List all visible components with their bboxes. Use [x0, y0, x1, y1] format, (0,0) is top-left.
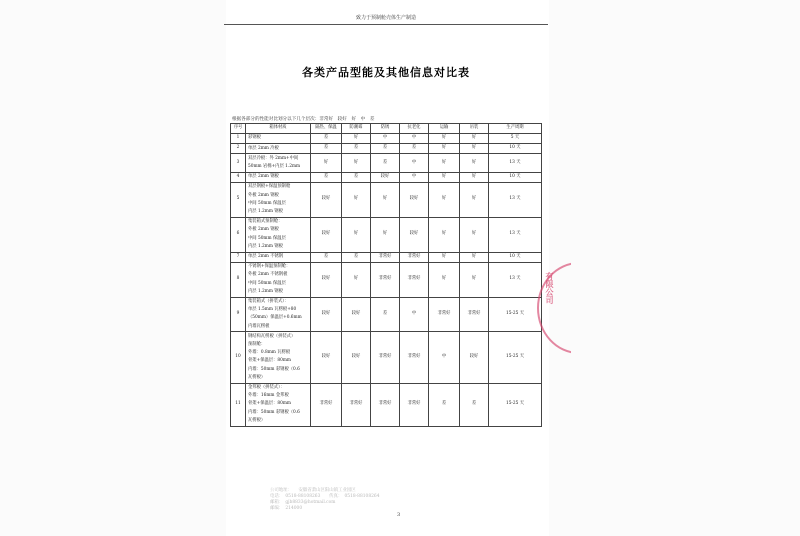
- rating-cell: 非常好: [400, 332, 429, 383]
- rating-cell: 好: [311, 154, 342, 172]
- table-header-row: [231, 124, 542, 134]
- rating-cell: 差: [311, 172, 342, 182]
- table-row: [231, 172, 542, 182]
- material-line: 外墙：0.8mm 瓦楞板: [248, 350, 291, 356]
- row-number: 5: [231, 182, 246, 217]
- material-line: 骨架+保温层：80mm: [248, 401, 291, 407]
- rating-cell: 好: [460, 134, 489, 144]
- rating-cell: 差: [460, 383, 489, 426]
- footer-phone: 电话： 0518-88108263 传真： 0518-88108264: [270, 494, 380, 499]
- material-line: 外板 2mm 钢板: [248, 227, 279, 233]
- material-cell: [246, 262, 311, 297]
- rating-cell: 好: [429, 134, 460, 144]
- material-line: 内层 1.2mm 钢板: [248, 243, 283, 249]
- production-period-cell: 13 天: [489, 182, 542, 217]
- material-cell: [246, 217, 311, 252]
- rating-cell: 较好: [460, 332, 489, 383]
- rating-cell: 好: [429, 252, 460, 262]
- material-line: 外板 2mm 不锈钢板: [248, 272, 288, 278]
- table-row: [231, 217, 542, 252]
- production-period-cell: 15-25 天: [489, 297, 542, 332]
- column-header: 防锈: [371, 124, 400, 134]
- material-cell: [246, 172, 311, 182]
- material-line: 双层钢板+保温预制舱: [248, 184, 291, 190]
- rating-cell: 好: [371, 217, 400, 252]
- column-header: 生产周期: [489, 124, 542, 134]
- production-period-cell: 10 天: [489, 144, 542, 154]
- material-line: 单层 2mm 钢板: [248, 174, 279, 180]
- material-line: 内墙：50mm 彩钢板（0.6: [248, 409, 300, 415]
- page-title: 各类产品型能及其他信息对比表: [302, 66, 470, 79]
- rating-cell: 非常好: [371, 383, 400, 426]
- rating-cell: 好: [460, 182, 489, 217]
- rating-cell: 好: [460, 144, 489, 154]
- table-row: [231, 144, 542, 154]
- table-row: [231, 134, 542, 144]
- material-line: 瓦楞板）: [248, 374, 266, 380]
- rating-cell: 差: [371, 154, 400, 172]
- column-header: 序号: [231, 124, 246, 134]
- material-line: 外板 2mm 钢板: [248, 192, 279, 198]
- material-line: （50mm）保温层+0.6mm: [248, 315, 302, 321]
- comparison-table: [230, 123, 542, 427]
- rating-cell: 中: [400, 172, 429, 182]
- footer-email: 邮箱： gjb8833@hotmail.com: [270, 500, 336, 505]
- row-number: 11: [231, 383, 246, 426]
- table-row: [231, 297, 542, 332]
- material-line: 50mm 岩棉+内层 1.2mm: [248, 164, 301, 170]
- rating-cell: 好: [429, 262, 460, 297]
- rating-cell: 差: [342, 172, 371, 182]
- rating-cell: 较好: [311, 332, 342, 383]
- material-line: 外墙：16mm 金邦板: [248, 393, 289, 399]
- rating-cell: 好: [460, 252, 489, 262]
- material-cell: [246, 252, 311, 262]
- rating-cell: 非常好: [371, 332, 400, 383]
- footer-contact: [270, 488, 380, 512]
- rating-cell: 较好: [342, 332, 371, 383]
- material-line: 单层 2mm 冷板: [248, 145, 279, 151]
- footer-postcode: 邮编： 214000: [270, 506, 303, 511]
- table-row: [231, 332, 542, 383]
- production-period-cell: 15-25 天: [489, 383, 542, 426]
- material-cell: [246, 297, 311, 332]
- rating-cell: 非常好: [400, 252, 429, 262]
- rating-cell: 较好: [342, 297, 371, 332]
- material-cell: [246, 154, 311, 172]
- rating-cell: 较好: [311, 182, 342, 217]
- material-line: 中间 50mm 保温层: [248, 235, 286, 241]
- rating-cell: 中: [429, 332, 460, 383]
- column-header: 隔热、保温: [311, 124, 342, 134]
- material-line: 集装箱式预制舱：: [248, 219, 283, 225]
- rating-cell: 好: [342, 217, 371, 252]
- material-line: 预制舱：: [248, 342, 266, 348]
- material-line: 金邦板（拼装式）：: [248, 385, 285, 390]
- material-line: 双层冷板：外 2mm+中间: [248, 155, 299, 161]
- rating-cell: 好: [342, 134, 371, 144]
- material-line: 集装箱式（拼装式）：: [248, 299, 289, 305]
- production-period-cell: 10 天: [489, 252, 542, 262]
- material-line: 中间 50mm 保温层: [248, 280, 286, 286]
- production-period-cell: 13 天: [489, 217, 542, 252]
- material-line: 骨架+保温层：80mm: [248, 358, 291, 364]
- page-number: 3: [397, 512, 401, 518]
- table-row: [231, 383, 542, 426]
- material-line: 不锈钢+保温预制舱：: [248, 264, 291, 270]
- rating-cell: 较好: [311, 217, 342, 252]
- table-row: [231, 154, 542, 172]
- production-period-cell: 10 天: [489, 172, 542, 182]
- page-header: 致力于预制舱壳体生产制造: [224, 14, 548, 25]
- table-row: [231, 262, 542, 297]
- material-line: 单层 1.5mm 瓦楞板+80: [248, 307, 297, 313]
- rating-cell: 好: [342, 182, 371, 217]
- rating-cell: 较好: [400, 217, 429, 252]
- rating-cell: 较好: [400, 182, 429, 217]
- rating-cell: 好: [342, 154, 371, 172]
- rating-cell: 中: [400, 134, 429, 144]
- rating-cell: 较好: [371, 172, 400, 182]
- material-cell: [246, 134, 311, 144]
- rating-cell: 非常好: [311, 383, 342, 426]
- rating-cell: 差: [311, 252, 342, 262]
- production-period-cell: 5 天: [489, 134, 542, 144]
- rating-cell: 好: [460, 154, 489, 172]
- column-header: 运输: [429, 124, 460, 134]
- material-cell: [246, 383, 311, 426]
- footer-address: 公司地址： 安徽省萧山区阳山镇工业园区: [270, 488, 356, 493]
- row-number: 4: [231, 172, 246, 182]
- material-line: 中间 50mm 保温层: [248, 200, 286, 206]
- rating-cell: 中: [371, 134, 400, 144]
- rating-cell: 好: [371, 182, 400, 217]
- material-line: 内墙：50mm 彩钢板（0.6: [248, 366, 300, 372]
- rating-cell: 差: [400, 144, 429, 154]
- production-period-cell: 13 天: [489, 154, 542, 172]
- rating-cell: 非常好: [371, 252, 400, 262]
- rating-cell: 差: [342, 144, 371, 154]
- rating-cell: 非常好: [342, 383, 371, 426]
- rating-cell: 好: [429, 154, 460, 172]
- material-line: 钢结构瓦楞板（拼装式）: [248, 333, 296, 339]
- rating-cell: 非常好: [460, 297, 489, 332]
- rating-cell: 较好: [311, 297, 342, 332]
- material-line: 内层 1.2mm 钢板: [248, 288, 283, 294]
- rating-cell: 中: [400, 297, 429, 332]
- company-seal: [527, 262, 571, 354]
- material-line: 彩钢板: [248, 135, 261, 141]
- column-header: 抗老化: [400, 124, 429, 134]
- rating-cell: 差: [311, 134, 342, 144]
- row-number: 7: [231, 252, 246, 262]
- row-number: 9: [231, 297, 246, 332]
- material-line: 内墙瓦楞板: [248, 323, 270, 329]
- row-number: 10: [231, 332, 246, 383]
- production-period-cell: 13 天: [489, 262, 542, 297]
- rating-cell: 好: [429, 144, 460, 154]
- row-number: 6: [231, 217, 246, 252]
- seal-text: 有限公司: [545, 272, 555, 304]
- production-period-cell: 15-25 天: [489, 332, 542, 383]
- rating-cell: 差: [311, 144, 342, 154]
- rating-cell: 差: [371, 297, 400, 332]
- table-row: [231, 182, 542, 217]
- rating-cell: 较好: [311, 262, 342, 297]
- rating-cell: 好: [342, 262, 371, 297]
- material-cell: [246, 332, 311, 383]
- rating-cell: 非常好: [400, 262, 429, 297]
- rating-cell: 非常好: [400, 383, 429, 426]
- rating-cell: 好: [460, 217, 489, 252]
- rating-cell: 差: [371, 144, 400, 154]
- material-line: 单层 2mm 不锈钢: [248, 254, 284, 260]
- rating-cell: 好: [460, 172, 489, 182]
- intro-text: 根据各部分的性能对比划分以下几个层次：非常好 较好 好 中 差: [232, 117, 375, 122]
- material-line: 内层 1.2mm 钢板: [248, 209, 283, 215]
- rating-cell: 非常好: [371, 262, 400, 297]
- table-row: [231, 252, 542, 262]
- material-cell: [246, 182, 311, 217]
- column-header: 箱体材质: [246, 124, 311, 134]
- rating-cell: 好: [460, 262, 489, 297]
- material-line: 瓦楞板）: [248, 417, 266, 423]
- rating-cell: 差: [342, 252, 371, 262]
- rating-cell: 好: [429, 172, 460, 182]
- rating-cell: 好: [429, 182, 460, 217]
- rating-cell: 好: [429, 217, 460, 252]
- rating-cell: 非常好: [429, 297, 460, 332]
- material-cell: [246, 144, 311, 154]
- rating-cell: 中: [400, 154, 429, 172]
- rating-cell: 差: [429, 383, 460, 426]
- column-header: 防潮霉: [342, 124, 371, 134]
- row-number: 8: [231, 262, 246, 297]
- column-header: 吊装: [460, 124, 489, 134]
- row-number: 1: [231, 134, 246, 144]
- row-number: 2: [231, 144, 246, 154]
- row-number: 3: [231, 154, 246, 172]
